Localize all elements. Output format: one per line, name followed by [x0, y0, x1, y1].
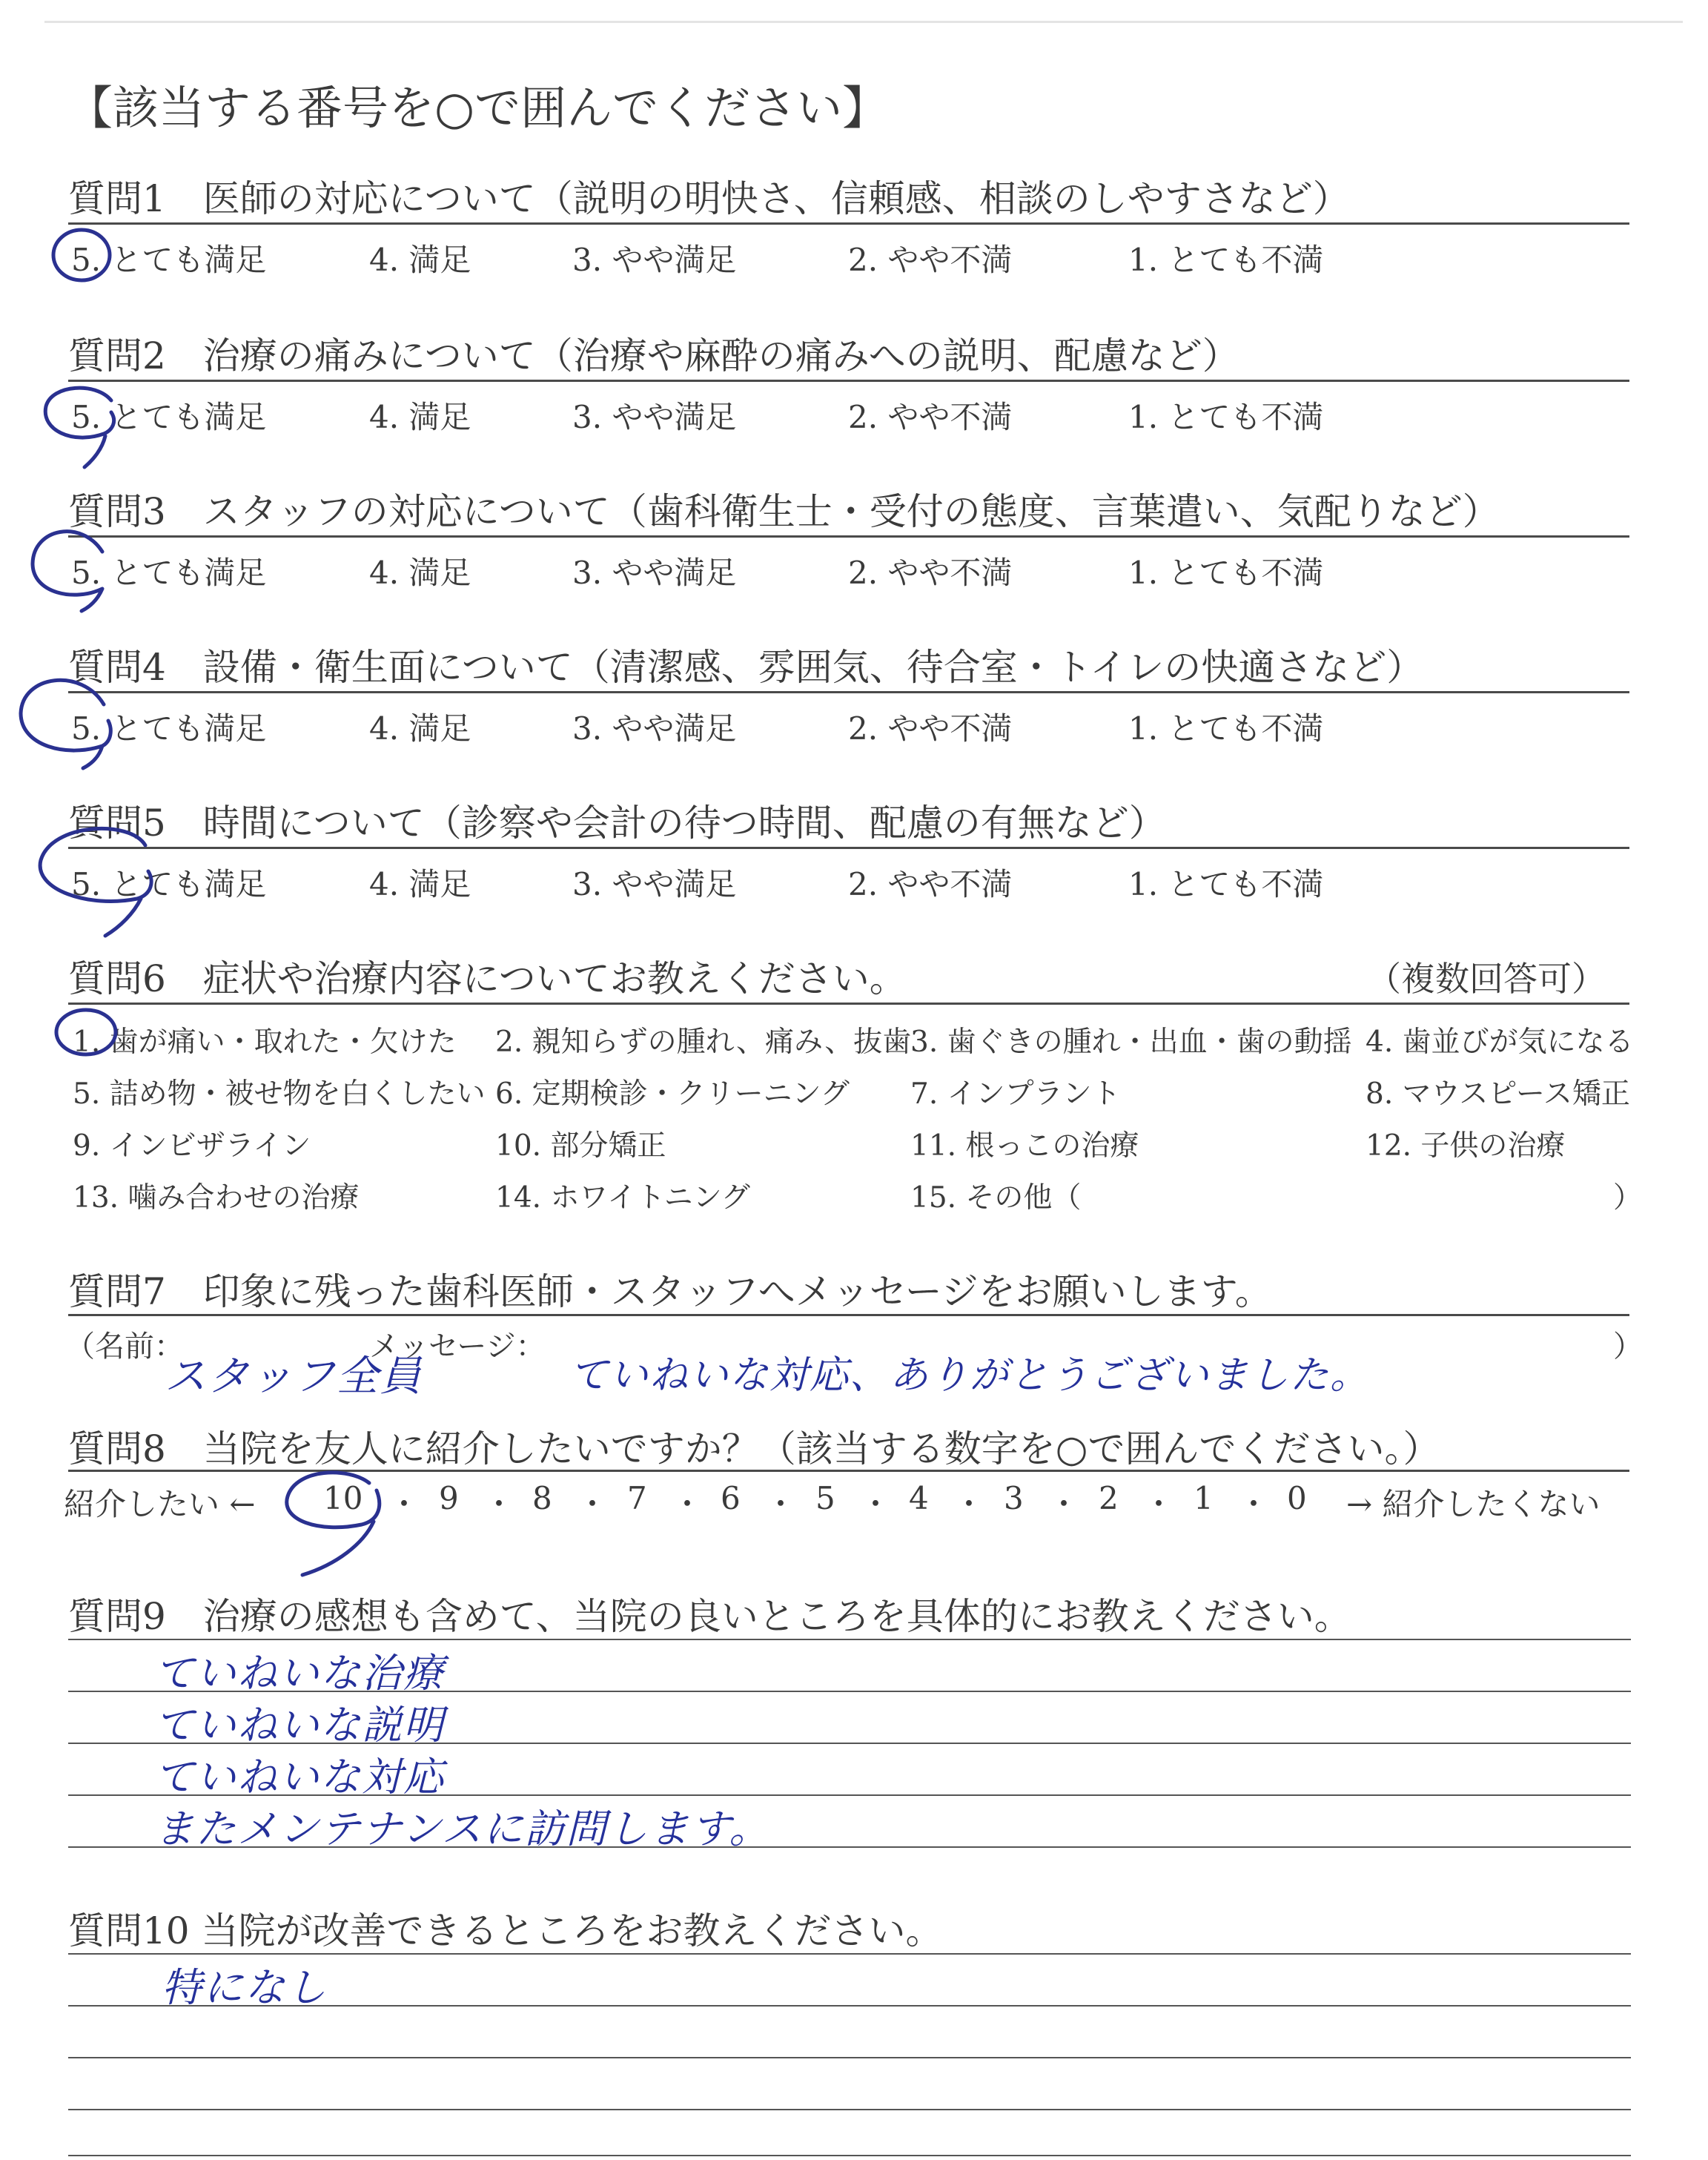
- question-7-rule: [68, 1314, 1629, 1316]
- question-1-title: 質問1 医師の対応について（説明の明快さ、信頼感、相談のしやすさなど）: [68, 177, 1350, 220]
- q1-option-1[interactable]: 1. とても不満: [1128, 242, 1324, 278]
- q7-close-paren: ）: [1613, 1330, 1643, 1364]
- multiple-answers-note: （複数回答可）: [1367, 959, 1606, 999]
- q3-option-3[interactable]: 3. やや満足: [572, 555, 737, 591]
- question-8-rule: [68, 1470, 1629, 1472]
- scale-separator: ・: [953, 1486, 985, 1522]
- q1-option-2[interactable]: 2. やや不満: [848, 242, 1013, 278]
- scale-9[interactable]: 9: [439, 1480, 459, 1516]
- scale-separator: ・: [1143, 1486, 1175, 1522]
- scale-separator: ・: [765, 1486, 797, 1522]
- question-5-rule: [68, 847, 1629, 849]
- name-handwritten[interactable]: スタッフ全員: [165, 1353, 423, 1401]
- question-1-rule: [68, 222, 1629, 225]
- scale-7[interactable]: 7: [627, 1480, 647, 1516]
- q6-option-10[interactable]: 10. 部分矯正: [495, 1129, 666, 1163]
- question-2-title: 質問2 治療の痛みについて（治療や麻酔の痛みへの説明、配慮など）: [68, 334, 1239, 377]
- q6-option-9[interactable]: 9. インビザライン: [73, 1129, 311, 1163]
- q5-option-4[interactable]: 4. 満足: [369, 866, 471, 902]
- scale-0[interactable]: 0: [1287, 1480, 1307, 1516]
- q1-option-3[interactable]: 3. やや満足: [572, 242, 737, 278]
- q6-option-1[interactable]: 1. 歯が痛い・取れた・欠けた: [73, 1025, 457, 1059]
- q9-answer-line-3[interactable]: ていねいな対応: [154, 1754, 445, 1800]
- q5-option-3[interactable]: 3. やや満足: [572, 866, 737, 902]
- question-8-title: 質問8 当院を友人に紹介したいですか？（該当する数字を○で囲んでください。）: [68, 1427, 1440, 1470]
- scale-6[interactable]: 6: [721, 1480, 741, 1516]
- scale-separator: ・: [860, 1486, 892, 1522]
- q2-option-4[interactable]: 4. 満足: [369, 399, 471, 435]
- q6-option-11[interactable]: 11. 根っこの治療: [910, 1129, 1139, 1163]
- q6-option-13[interactable]: 13. 噛み合わせの治療: [73, 1181, 360, 1215]
- scale-10[interactable]: 10: [323, 1480, 363, 1516]
- q10-line-3: [68, 2057, 1631, 2058]
- q3-option-4[interactable]: 4. 満足: [369, 555, 471, 591]
- question-6-rule: [68, 1003, 1629, 1005]
- recommend-right-label: → 紹介したくない: [1346, 1486, 1601, 1522]
- form-heading: 【該当する番号を○で囲んでください】: [67, 81, 889, 135]
- q6-option-3[interactable]: 3. 歯ぐきの腫れ・出血・歯の動揺: [910, 1025, 1352, 1059]
- q6-option-14[interactable]: 14. ホワイトニング: [495, 1181, 750, 1215]
- q1-option-5[interactable]: 5. とても満足: [71, 242, 267, 278]
- scale-separator: ・: [1048, 1486, 1080, 1522]
- q6-option-5[interactable]: 5. 詰め物・被せ物を白くしたい: [73, 1077, 486, 1111]
- question-6-title: 質問6 症状や治療内容についてお教えください。: [68, 957, 907, 1000]
- scale-2[interactable]: 2: [1099, 1480, 1119, 1516]
- question-5-title: 質問5 時間について（診察や会計の待つ時間、配慮の有無など）: [68, 802, 1166, 845]
- message-handwritten[interactable]: ていねいな対応、ありがとうございました。: [569, 1353, 1371, 1398]
- q6-option-15[interactable]: 15. その他（: [910, 1181, 1082, 1215]
- question-3-title: 質問3 スタッフの対応について（歯科衛生士・受付の態度、言葉遣い、気配りなど）: [68, 490, 1500, 533]
- q10-line-4: [68, 2109, 1631, 2110]
- scale-separator: ・: [577, 1486, 609, 1522]
- question-4-title: 質問4 設備・衛生面について（清潔感、雰囲気、待合室・トイレの快適さなど）: [68, 646, 1424, 689]
- q3-option-1[interactable]: 1. とても不満: [1128, 555, 1324, 591]
- question-10-title: 質問10 当院が改善できるところをお教えください。: [68, 1909, 943, 1952]
- name-label: （名前：: [65, 1330, 184, 1364]
- q5-option-1[interactable]: 1. とても不満: [1128, 866, 1324, 902]
- q10-answer-line-1[interactable]: 特になし: [162, 1964, 328, 2011]
- q4-option-3[interactable]: 3. やや満足: [572, 710, 737, 747]
- scale-separator: ・: [672, 1486, 704, 1522]
- q4-option-2[interactable]: 2. やや不満: [848, 710, 1013, 747]
- q1-option-4[interactable]: 4. 満足: [369, 242, 471, 278]
- question-7-title: 質問7 印象に残った歯科医師・スタッフへメッセージをお願いします。: [68, 1270, 1272, 1313]
- q5-option-2[interactable]: 2. やや不満: [848, 866, 1013, 902]
- question-3-rule: [68, 535, 1629, 538]
- scale-separator: ・: [483, 1486, 515, 1522]
- q9-answer-line-4[interactable]: またメンテナンスに訪問します。: [154, 1806, 771, 1852]
- question-4-rule: [68, 691, 1629, 693]
- q2-option-1[interactable]: 1. とても不満: [1128, 399, 1324, 435]
- q2-option-3[interactable]: 3. やや満足: [572, 399, 737, 435]
- q6-other-close-paren: ）: [1613, 1181, 1643, 1215]
- question-9-title: 質問9 治療の感想も含めて、当院の良いところを具体的にお教えください。: [68, 1595, 1351, 1638]
- q10-line-5: [68, 2155, 1631, 2156]
- q5-option-5[interactable]: 5. とても満足: [71, 866, 267, 902]
- q6-option-2[interactable]: 2. 親知らずの腫れ、痛み、抜歯: [495, 1025, 912, 1059]
- q6-option-7[interactable]: 7. インプラント: [910, 1077, 1121, 1111]
- scale-separator: ・: [1238, 1486, 1270, 1522]
- q4-option-5[interactable]: 5. とても満足: [71, 710, 267, 747]
- message-label: メッセージ：: [369, 1330, 546, 1364]
- q4-option-1[interactable]: 1. とても不満: [1128, 710, 1324, 747]
- q6-option-12[interactable]: 12. 子供の治療: [1366, 1129, 1566, 1163]
- q2-option-2[interactable]: 2. やや不満: [848, 399, 1013, 435]
- q10-line-1: [68, 1953, 1631, 1955]
- question-2-rule: [68, 380, 1629, 382]
- q6-option-6[interactable]: 6. 定期検診・クリーニング: [495, 1077, 850, 1111]
- scale-1[interactable]: 1: [1194, 1480, 1214, 1516]
- q3-option-5[interactable]: 5. とても満足: [71, 555, 267, 591]
- q9-line-1: [68, 1639, 1631, 1640]
- scale-5[interactable]: 5: [815, 1480, 835, 1516]
- q9-answer-line-2[interactable]: ていねいな説明: [154, 1702, 445, 1748]
- scale-3[interactable]: 3: [1004, 1480, 1024, 1516]
- scale-separator: ・: [388, 1486, 420, 1522]
- top-edge-line: [44, 21, 1683, 23]
- q2-option-5[interactable]: 5. とても満足: [71, 399, 267, 435]
- scale-4[interactable]: 4: [909, 1480, 929, 1516]
- q4-option-4[interactable]: 4. 満足: [369, 710, 471, 747]
- recommend-left-label: 紹介したい ←: [64, 1486, 256, 1522]
- scale-8[interactable]: 8: [532, 1480, 552, 1516]
- q6-option-8[interactable]: 8. マウスピース矯正: [1366, 1077, 1630, 1111]
- q3-option-2[interactable]: 2. やや不満: [848, 555, 1013, 591]
- q9-answer-line-1[interactable]: ていねいな治療: [154, 1650, 445, 1697]
- q6-option-4[interactable]: 4. 歯並びが気になる: [1366, 1025, 1634, 1059]
